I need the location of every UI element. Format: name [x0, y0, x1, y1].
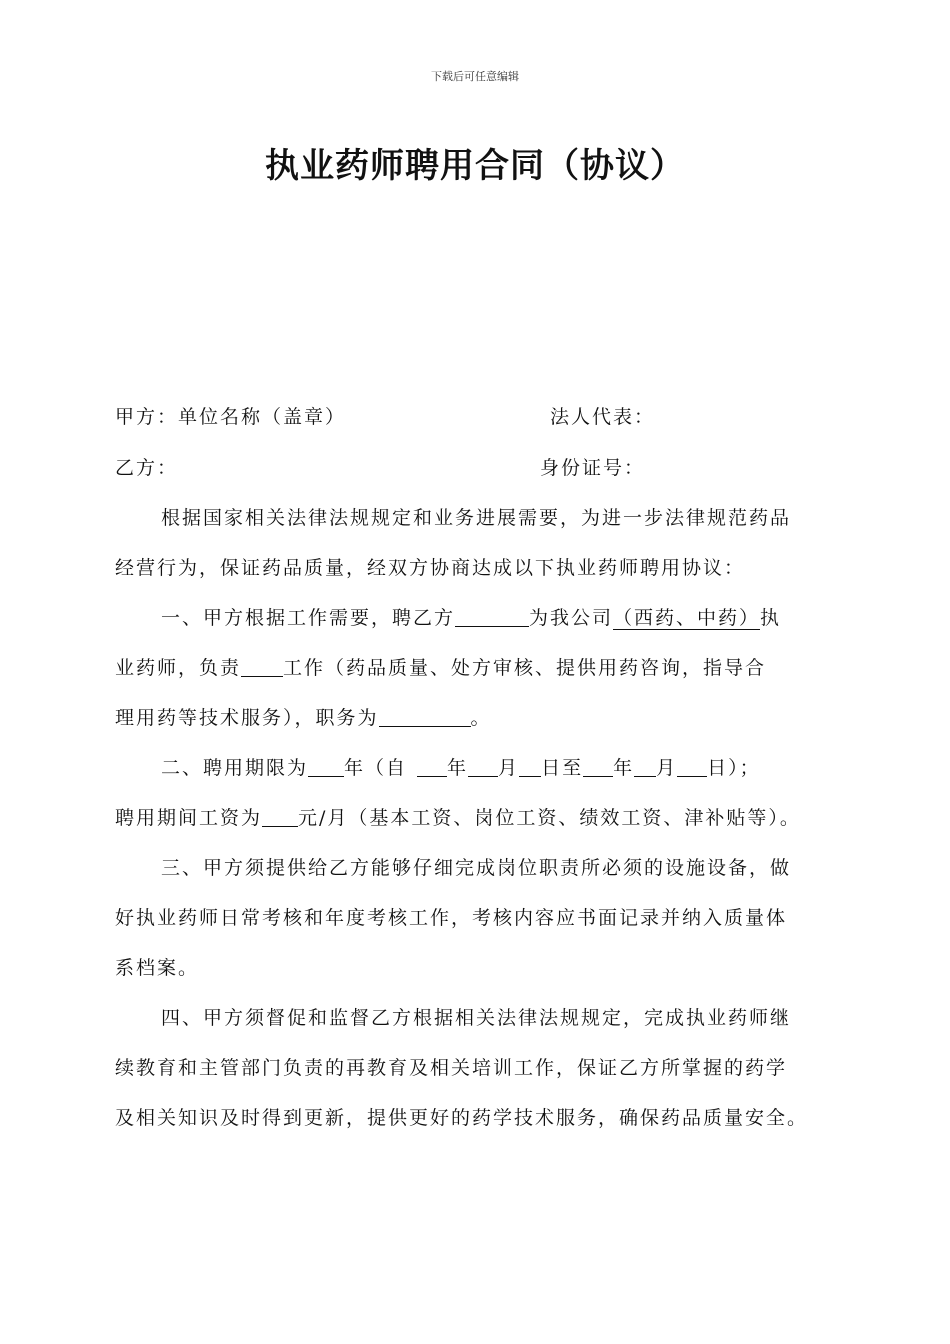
- clause2-text-j: 元/月（基本工资、岗位工资、绩效工资、津补贴等）。: [298, 807, 801, 829]
- clause4-line-1: 四、甲方须督促和监督乙方根据相关法律法规规定，完成执业药师继: [161, 1007, 792, 1029]
- id-number-label: 身份证号：: [540, 457, 646, 479]
- clause1-text-g: 理用药等技术服务），职务为: [115, 707, 379, 729]
- position-blank[interactable]: [379, 706, 471, 727]
- duty-blank[interactable]: [241, 656, 283, 677]
- clause4-line-2: 续教育和主管部门负责的再教育及相关培训工作，保证乙方所掌握的药学: [115, 1057, 788, 1079]
- start-day-blank[interactable]: [519, 756, 541, 777]
- clause1-text-e: 业药师，负责: [115, 657, 242, 679]
- clause4-line-3: 及相关知识及时得到更新，提供更好的药学技术服务，确保药品质量安全。: [115, 1107, 809, 1129]
- clause1-line-1: [115, 603, 891, 630]
- clause2-text-g: 月: [656, 757, 678, 779]
- employee-name-blank[interactable]: [455, 606, 529, 627]
- clause1-line-3: [115, 703, 845, 730]
- start-year-blank[interactable]: [417, 756, 447, 777]
- document-title: 执业药师聘用合同（协议）: [265, 146, 685, 186]
- clause2-text-d: 月: [498, 757, 520, 779]
- party-a-row: [115, 402, 845, 429]
- clause2-text-c: 年: [447, 757, 469, 779]
- clause2-text-e: 日至: [541, 757, 584, 779]
- drug-type-underlined: （西药、中药）: [613, 607, 761, 629]
- clause2-line-2: [115, 803, 845, 830]
- legal-rep-label: 法人代表：: [550, 406, 656, 428]
- clause1-text-h: 。: [470, 707, 492, 729]
- header-note: 下载后可任意编辑: [431, 70, 519, 83]
- clause1-text-a: 一、甲方根据工作需要，聘乙方: [161, 607, 456, 629]
- intro-line-1: 根据国家相关法律法规规定和业务进展需要，为进一步法律规范药品: [161, 507, 792, 529]
- clause1-text-f: 工作（药品质量、处方审核、提供用药咨询，指导合: [283, 657, 767, 679]
- clause2-line-1: [115, 753, 891, 780]
- end-year-blank[interactable]: [583, 756, 613, 777]
- party-b-label: 乙方：: [115, 457, 179, 479]
- intro-line-2: 经营行为，保证药品质量，经双方协商达成以下执业药师聘用协议：: [115, 557, 746, 579]
- end-day-blank[interactable]: [677, 756, 707, 777]
- clause1-text-b: 为我公司: [529, 607, 614, 629]
- clause3-line-1: 三、甲方须提供给乙方能够仔细完成岗位职责所必须的设施设备，做: [161, 857, 792, 879]
- clause1-text-d: 执: [760, 607, 782, 629]
- party-a-label: 甲方：单位名称（盖章）: [115, 406, 347, 428]
- clause2-text-b: 年（自: [344, 757, 408, 779]
- clause3-line-2: 好执业药师日常考核和年度考核工作，考核内容应书面记录并纳入质量体: [115, 907, 788, 929]
- term-years-blank[interactable]: [308, 756, 344, 777]
- clause2-text-i: 聘用期间工资为: [115, 807, 263, 829]
- clause2-text-f: 年: [613, 757, 635, 779]
- start-month-blank[interactable]: [468, 756, 498, 777]
- end-month-blank[interactable]: [634, 756, 656, 777]
- clause2-text-h: 日）；: [707, 757, 761, 779]
- clause1-line-2: [115, 653, 845, 680]
- clause2-text-a: 二、聘用期限为: [161, 757, 309, 779]
- salary-blank[interactable]: [262, 806, 298, 827]
- party-b-row: [115, 453, 845, 480]
- clause3-line-3: 系档案。: [115, 957, 200, 979]
